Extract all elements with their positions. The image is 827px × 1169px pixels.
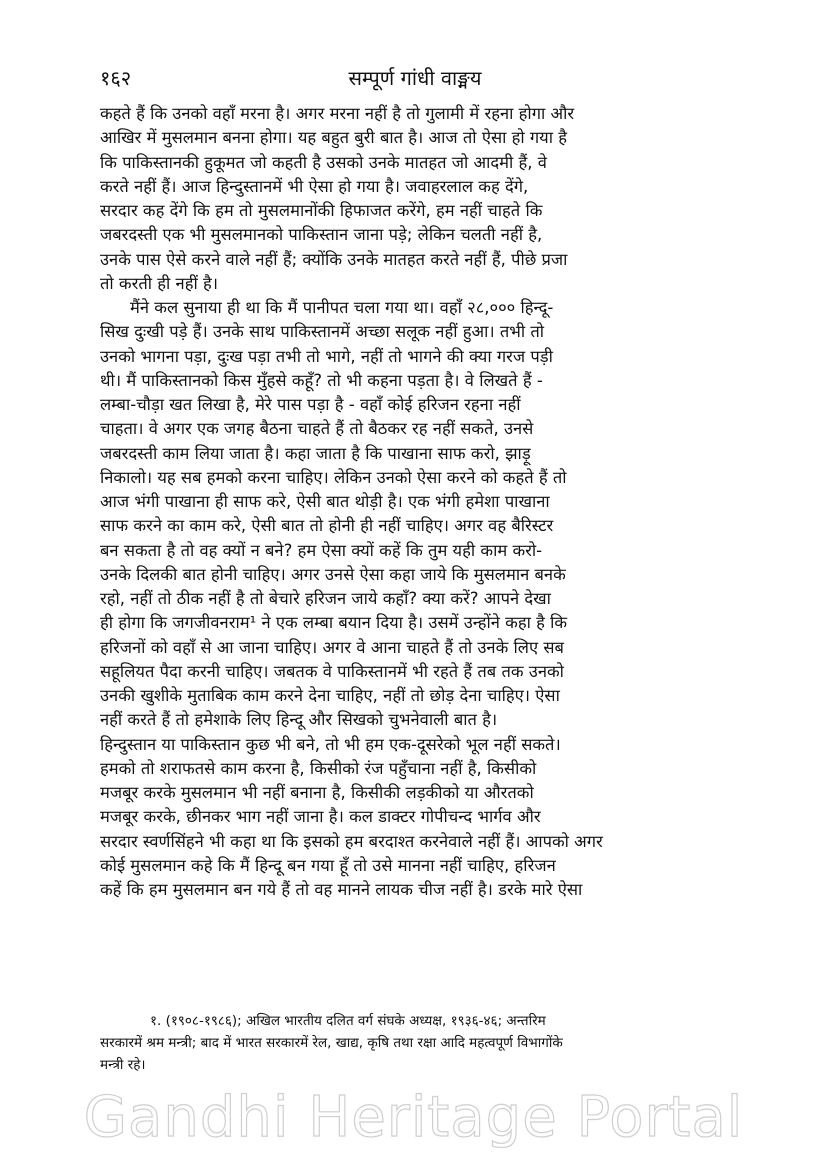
text-line: उनकी खुशीके मुताबिक काम करने देना चाहिए, नहीं तो छोड़ देना चाहिए। ऐसा — [100, 686, 560, 705]
text-line: हमको तो शराफतसे काम करना है, किसीको रंज पहुँचाना नहीं है, किसीको — [100, 758, 537, 778]
text-line: उनके पास ऐसे करने वाले नहीं हैं; क्योंकि उनके मातहत करते नहीं हैं, पीछे प्रजा — [100, 249, 568, 269]
text-line: जबरदस्ती एक भी मुसलमानको पाकिस्तान जाना पड़े; लेकिन चलती नहीं है, — [100, 225, 543, 245]
text-line: करते नहीं हैं। आज हिन्दुस्तानमें भी ऐसा हो गया है। जवाहरलाल कह देंगे, — [100, 176, 529, 196]
text-line: आज भंगी पाखाना ही साफ करे, ऐसी बात थोड़ी है। एक भंगी हमेशा पाखाना — [100, 492, 550, 511]
text-line: ही होगा कि जगजीवनराम¹ ने एक लम्बा बयान दिया है। उसमें उन्होंने कहा है कि — [100, 613, 568, 633]
text-line: सरदार स्वर्णसिंहने भी कहा था कि इसको हम बरदाश्त करनेवाले नहीं हैं। आपको अगर — [100, 831, 603, 851]
text-line: चाहता। वे अगर एक जगह बैठना चाहते हैं तो बैठकर रह नहीं सकते, उनसे — [100, 419, 534, 439]
footnote — [100, 1010, 728, 1076]
text-line: साफ करने का काम करे, ऐसी बात तो होनी ही नहीं चाहिए। अगर वह बैरिस्टर — [100, 516, 554, 536]
footnote-line: सरकारमें श्रम मन्त्री; बाद में भारत सरकारमें रेल, खाद्य, कृषि तथा रक्षा आदि महत्वपूर्ण विभागोंके — [100, 1035, 563, 1051]
page-number: १६२ — [100, 66, 132, 90]
text-line: जबरदस्ती काम लिया जाता है। कहा जाता है कि पाखाना साफ करो, झाड़ू — [100, 443, 531, 463]
text-line: उनके दिलकी बात होनी चाहिए। अगर उनसे ऐसा कहा जाये कि मुसलमान बनके — [100, 564, 566, 584]
text-line: तो करती ही नहीं है। — [100, 273, 218, 293]
text-line: लम्बा-चौड़ा खत लिखा है, मेरे पास पड़ा है - वहाँ कोई हरिजन रहना नहीं — [100, 395, 521, 414]
text-line: कहते हैं कि उनको वहाँ मरना है। अगर मरना नहीं है तो गुलामी में रहना होगा और — [100, 104, 575, 123]
text-line: हरिजनों को वहाँ से आ जाना चाहिए। अगर वे आना चाहते हैं तो उनके लिए सब — [100, 637, 564, 657]
text-line: मजबूर करके मुसलमान भी नहीं बनाना है, किसीकी लड़कीको या औरतको — [100, 783, 534, 802]
footnote-line: मन्त्री रहे। — [100, 1057, 146, 1073]
text-line: निकालो। यह सब हमको करना चाहिए। लेकिन उनको ऐसा करने को कहते हैं तो — [100, 467, 567, 487]
text-line: आखिर में मुसलमान बनना होगा। यह बहुत बुरी बात है। आज तो ऐसा हो गया है — [100, 128, 568, 148]
text-line: मजबूर करके, छीनकर भाग नहीं जाना है। कल डाक्टर गोपीचन्द भार्गव और — [100, 807, 541, 827]
text-line: बन सकता है तो वह क्यों न बने? हम ऐसा क्यों कहें कि तुम यही काम करो- — [100, 540, 543, 560]
text-line: कहें कि हम मुसलमान बन गये हैं तो वह मानने लायक चीज नहीं है। डरके मारे ऐसा — [100, 880, 583, 899]
body-text — [100, 102, 728, 902]
footnote-line: १. (१९०८-१९८६); अखिल भारतीय दलित वर्ग संघके अध्यक्ष, १९३६-४६; अन्तरिम — [150, 1013, 546, 1029]
text-line: सरदार कह देंगे कि हम तो मुसलमानोंकी हिफाजत करेंगे, हम नहीं चाहते कि — [100, 201, 543, 220]
text-line: कोई मुसलमान कहे कि मैं हिन्दू बन गया हूँ तो उसे मानना नहीं चाहिए, हरिजन — [100, 855, 556, 875]
text-line: सहूलियत पैदा करनी चाहिए। जबतक वे पाकिस्तानमें भी रहते हैं तब तक उनको — [100, 661, 564, 681]
watermark: Gandhi Heritage Portal — [83, 1088, 744, 1148]
page-header — [100, 64, 730, 94]
text-line: कि पाकिस्तानकी हुकूमत जो कहती है उसको उनके मातहत जो आदमी हैं, वे — [100, 152, 547, 172]
text-line: नहीं करते हैं तो हमेशाके लिए हिन्दू और सिखको चुभनेवाली बात है। — [100, 710, 498, 730]
text-line: सिख दुःखी पड़े हैं। उनके साथ पाकिस्तानमें अच्छा सलूक नहीं हुआ। तभी तो — [100, 322, 545, 342]
paragraph-start-line: मैंने कल सुनाया ही था कि मैं पानीपत चला गया था। वहाँ २८,००० हिन्दू- — [130, 298, 554, 317]
running-title: सम्पूर्ण गांधी वाङ्मय — [348, 66, 482, 90]
text-line: उनको भागना पड़ा, दुःख पड़ा तभी तो भागे, नहीं तो भागने की क्या गरज पड़ी — [100, 346, 553, 366]
text-line: थी। मैं पाकिस्तानको किस मुँहसे कहूँ? तो भी कहना पड़ता है। वे लिखते हैं - — [100, 370, 543, 390]
text-line: रहो, नहीं तो ठीक नहीं है तो बेचारे हरिजन जाये कहाँ? क्या करें? आपने देखा — [100, 589, 551, 608]
text-line: हिन्दुस्तान या पाकिस्तान कुछ भी बने, तो भी हम एक-दूसरेको भूल नहीं सकते। — [100, 734, 561, 754]
